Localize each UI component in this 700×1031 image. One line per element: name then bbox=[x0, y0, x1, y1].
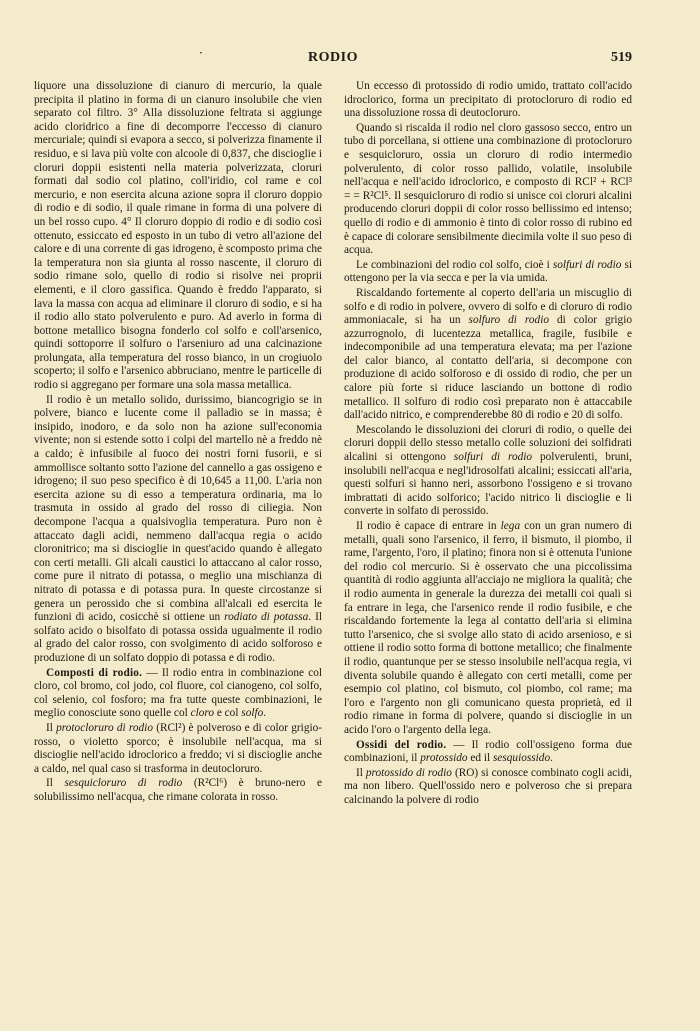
text-span: — Il rodio entra in combinazione col cloro, col bromo, col jodo, col fluore, col cianogeno, col solfo, col selenio, col fosforo; ma fra tutte queste combinazioni, le meglio conosciute sono quelle col bbox=[34, 666, 322, 720]
italic-term: rodiato di potassa bbox=[224, 611, 309, 624]
paragraph bbox=[344, 739, 632, 766]
text-span: e col bbox=[214, 707, 242, 720]
paragraph bbox=[34, 722, 322, 776]
text-span: — Il rodio coll'ossigeno forma due combinazioni, il bbox=[344, 738, 632, 765]
text-span: (R²Cl⁶) è bruno-nero e solubilissimo nell'acqua, che rimane colorata in rosso. bbox=[34, 777, 322, 803]
text-span: ed il bbox=[467, 752, 493, 765]
text-span: Il rodio è un metallo solido, durissimo, biancogrigio se in polvere, bianco e lucente come il palladio se in massa; è insipido, inodoro, e da solo non ha azione sull'economia vivente; non si estende sotto i colpi del martello nè a freddo nè a caldo; è infusibile al fuoco dei nostri forni fusorii, e si ammollisce soltanto sotto l'azione del cannello a gas ossigeno e idrogeno; il suo peso specifico è di 10,645 a 11,00. L'aria non esercita azione su di esso a temperatura ordinaria, ma lo trasmuta in ossido al grado del rosso di ciliegia. Non decompone l'acqua a qualsivoglia temperatura. Puro non è attaccato dagli acidi, nemmeno dall'acqua regia o acido cloronitrico; ma si discioglie in quest'acido quando è allegato con certi metalli. Gli alcali caustici lo attaccano al calor rosso, come pure il nitrato di potassa, o meglio una mischianza di nitrato di potassa e di potassa pura. In queste circostanze si genera un perossido che si combina all'alcali ed esercita le funzioni di acido, cosicchè si ottiene un bbox=[34, 393, 322, 624]
italic-term: solfuri di rodio bbox=[453, 451, 533, 464]
text-span: Riscaldando fortemente al coperto dell'aria un miscuglio di solfo e di rodio in polvere, ovvero di solfo e di cloruro di rodio ammoniacale, si ha un bbox=[344, 286, 632, 327]
italic-term: solfo bbox=[241, 707, 264, 720]
italic-term: solfuro di rodio bbox=[468, 314, 549, 327]
text-span: Mescolando le dissoluzioni dei cloruri di rodio, o quelle dei cloruri doppii dello stesso metallo colle soluzioni dei solfidrati alcalini si ottengono bbox=[344, 423, 632, 464]
italic-term: sesquiossido bbox=[492, 752, 551, 765]
text-span: Il bbox=[46, 777, 65, 790]
text-span: Il rodio è capace di entrare in bbox=[356, 520, 501, 532]
page-number: 519 bbox=[611, 50, 632, 65]
italic-term: lega bbox=[500, 520, 521, 532]
text-span: si ottengono per la via secca e per la via umida. bbox=[344, 258, 632, 285]
text-span: (RCl²) è polveroso e di color grigio-rosso, o violetto sporco; è insolubile nell'acqua, ma si discioglie nell'acido idroclorico a freddo; vi si discioglie anche a caldo, nel qual caso si trasforma in deutocloruro. bbox=[34, 721, 322, 775]
italic-term: protocloruro di rodio bbox=[56, 721, 153, 734]
italic-term: cloro bbox=[190, 707, 214, 720]
paragraph bbox=[344, 287, 632, 423]
header-mark: · bbox=[199, 46, 203, 60]
text-span: Le combinazioni del rodio col solfo, cioè i bbox=[356, 258, 553, 271]
text-span: . Il solfato acido o bisolfato di potassa ossida ugualmente il rodio al grado del calor rosso, con svolgimento di acido solforoso e produzione di un solfato doppio di potassa e di rodio. bbox=[34, 611, 322, 664]
text-span: (RO) si conosce combinato cogli acidi, ma non libero. Quell'ossido nero e polveroso che si prepara calcinando la polvere di rodio bbox=[344, 766, 632, 806]
paragraph bbox=[344, 767, 632, 808]
paragraph bbox=[344, 520, 632, 738]
text-span: Il bbox=[46, 721, 57, 734]
text-span: . bbox=[550, 752, 553, 765]
paragraph bbox=[344, 259, 632, 286]
italic-term: protossido bbox=[420, 752, 468, 765]
text-span: di color grigio azzurrognolo, di lucentezza metallica, fragile, fusibile e indecomponibile ad una temperatura elevata; ma per l'azione del calor bianco, al contatto dell'aria, si decompone con produzione di acido solforoso e di ossido di rodio, che per un calore più forte si riduce lasciando un bottone di rodio metallico. Il solfuro di rodio così preparato non è attaccabile dall'acido nitrico, e comprenderebbe 80 di rodio e 20 di solfo. bbox=[344, 314, 632, 422]
section-heading: Composti di rodio. bbox=[46, 666, 143, 679]
running-head: RODIO bbox=[308, 50, 358, 65]
paragraph: Un eccesso di protossido di rodio umido, trattato coll'acido idroclorico, forma un precipitato di protocloruro di rodio ed una dissoluzione rossa di deutocloruro. bbox=[344, 80, 632, 120]
italic-term: solfuri di rodio bbox=[552, 258, 622, 271]
paragraph bbox=[34, 394, 322, 666]
text-span: . bbox=[263, 707, 267, 720]
section-heading: Ossidi del rodio. bbox=[356, 738, 447, 751]
paragraph bbox=[34, 777, 322, 804]
text-span: Il bbox=[356, 766, 366, 779]
left-column bbox=[34, 80, 322, 1015]
text-span: polverulenti, bruni, insolubili nell'acqua e negl'idrosolfati alcalini; essiccati all'aria, questi solfuri si hanno neri, assorbono l'ossigeno e si trovano imbrattati di acido solforico; l'acido nitrico li discioglie e li converte in solfato di perossido. bbox=[344, 451, 632, 518]
paragraph: Quando si riscalda il rodio nel cloro gassoso secco, entro un tubo di porcellana, si ottiene una combinazione di protocloruro e sesquicloruro, ossia un cloruro di rodio intermedio polverulento, di color rosso pallido, volatile, insolubile nell'acqua e nell'acido idroclorico, e composto di RCl² + RCl³ = = R²Cl⁵. Il sesquicloruro di rodio si unisce coi cloruri alcalini producendo cloruri doppii di color rosso bellissimo ed intenso; quello di rodio e di ammonio è tinto di color rosso di rubino ed è capace di colorare sensibilmente diecimila volte il suo peso di acqua. bbox=[344, 121, 632, 257]
paragraph: liquore una dissoluzione di cianuro di mercurio, la quale precipita il platino in forma di un cianuro insolubile che vien separato col filtro. 3° Alla dissoluzione feltrata si aggiunge acido cloridrico a fine di decomporre l'eccesso di cianuro mercuriale; quindi si evapora a secco, si polverizza finamente il residuo, e si lava più volte con alcoole di 0,837, che discioglie i cloruri doppii esistenti nella materia polverizzata, cloruri formati dal sodio col platino, coll'iridio, col rame e col mercurio, e non esercita alcuna azione sopra il cloruro doppio di rodio e di sodio, il quale rimane in forma di una polvere di un bel rosso cupo. 4° Il cloruro doppio di rodio e di sodio così ottenuto, essiccato ed esposto in un tubo di vetro all'azione del calore e di una corrente di gas idrogeno, è scomposto prima che la temperatura non sia giunta al rosso nascente, il cloruro di sodio rimane solo, quello di rodio si risolve nei proprii elementi, e il cloro gassifica. Quando è freddo l'apparato, si lava la massa con acqua ad eliminare il cloruro di sodio, e si ha il rodio allo stato polverulento e puro. Ad averlo in forma di bottone metallico bisogna fonderlo col solfo e coll'arsenico, quindi sottoporre il solfuro o l'arseniuro ad una calcinazione prolungata, alla temperatura del rosso bianco, in un crogiuolo scoperto; il solfo e l'arsenico abbruciano, mentre le particelle di rodio si aggregano per formare una sola massa metallica. bbox=[34, 80, 322, 392]
paragraph bbox=[344, 424, 632, 519]
text-span: con un gran numero di metalli, quali sono l'arsenico, il ferro, il bismuto, il piombo, il rame, l'argento, l'oro, il platino; finora non si è ottenuta l'unione del rodio col mercurio. Si è osservato che una piccolissima quantità di rodio aggiunta all'acciajo ne migliora la qualità; che il rodio aumenta in generale la durezza dei metalli coi quali si fa entrare in lega, che l'arsenico rende il rodio fusibile, e che riscaldando fortemente la lega al contatto dell'aria si elimina tutto l'arsenico, che si svolge allo stato di acido arsenioso, e si ottiene il rodio sotto forma di bottone metallico; che finalmente il rodio, quantunque per se stesso insolubile nell'acqua regia, vi diventa solubile quando è allegato con certi metalli, come per esempio col platino, col bismuto, col piombo, col rame; ma l'oro e l'argento non gli comunicano questa proprietà, ed il rodio rimane in forma di polvere, quando si discioglie in un acido l'oro o l'argento della lega. bbox=[344, 520, 632, 736]
page-header bbox=[34, 46, 632, 70]
paragraph bbox=[34, 667, 322, 721]
italic-term: sesquicloruro di rodio bbox=[64, 777, 183, 790]
italic-term: protossido di rodio bbox=[365, 766, 452, 779]
right-column bbox=[344, 80, 632, 1015]
